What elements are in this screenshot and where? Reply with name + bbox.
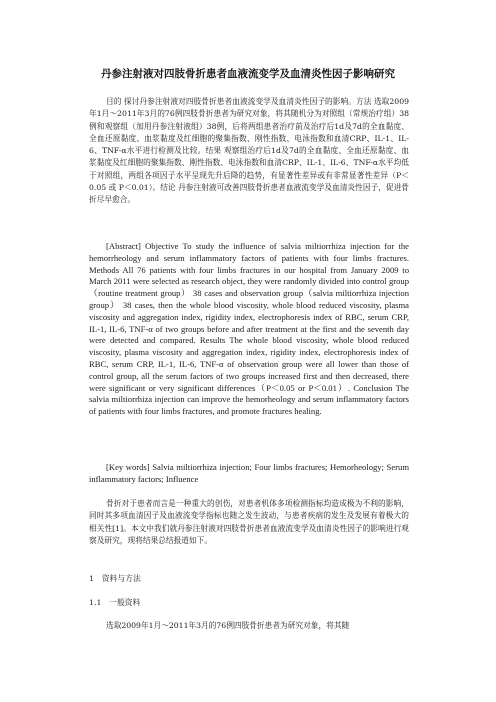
abstract-chinese: 目的 探讨丹参注射液对四肢骨折患者血液流变学及血清炎性因子的影响。方法 选取2009年1月～2011年3月的76例四肢骨折患者为研究对象，将其随机分为对照组（常规治疗组）38例和观察组（加用丹参注射液组）38例，后将两组患者治疗前及治疗后1d及7d的全血黏度、全血还原黏度、血浆黏度及红细胞的聚集指数、刚性指数、电泳指数和血清CRP、IL-1、IL-6、TNF-α水平进行检测及比较。结果 观察组治疗后1d及7d的全血黏度、全血还原黏度、血浆黏度及红细胞的聚集指数、刚性指数、电泳指数和血清CRP、IL-1、IL-6、TNF-α水平均低于对照组，两组各项因子水平呈现先升后降的趋势，有显著性差异或有非常显著性差异（P＜0.05 或 P＜0.01）。结论 丹参注射液可改善四肢骨折患者血液流变学及血清炎性因子，促进骨折尽早愈合。 bbox=[89, 97, 409, 205]
paper-title: 丹参注射液对四肢骨折患者血液流变学及血清炎性因子影响研究 bbox=[101, 68, 395, 80]
keywords-english: [Key words] Salvia miltiorrhiza injection; Four limbs fractures; Hemorheology; Serum inflammatory factors; Influence bbox=[89, 462, 409, 484]
abstract-english: [Abstract] Objective To study the influence of salvia miltiorrhiza injection for the hemorrheology and serum inflammatory factors of patients with four limbs fractures. Methods All 76 patients with four limbs fractures in our hospital from January 2009 to March 2011 were selected as research object, they were randomly divided into control group（routine treatment group） 38 cases and observation group（salvia miltiorrhiza injection group） 38 cases, then the whole blood viscosity, whole blood reduced viscosity, plasma viscosity and aggregation index, rigidity index, electrophoresis index of RBC, serum CRP, IL-1, IL-6, TNF-α of two groups before and after treatment at the first and the seventh day were detected and compared. Results The whole blood viscosity, whole blood reduced viscosity, plasma viscosity and aggregation index, rigidity index, electrophoresis index of RBC, serum CRP, IL-1, IL-6, TNF-α of observation group were all lower than those of control group, all the serum factors of two groups increased first and then decreased, there were significant or very significant differences（P＜0.05 or P＜0.01）. Conclusion The salvia miltiorrhiza injection can improve the hemorheology and serum inflammatory factors of patients with four limbs fractures, and promote fractures healing. bbox=[89, 241, 409, 417]
section-heading-1: 1 资料与方法 bbox=[89, 574, 141, 583]
section-heading-1-1: 1.1 一般资料 bbox=[89, 598, 141, 607]
introduction-paragraph: 骨折对于患者而言是一种重大的创伤，对患者机体多项检测指标均造成极为不利的影响，同时其多项血清因子及血液流变学指标也随之发生波动，与患者疾病的发生及发展有着极大的相关性[1]。本文中我们就丹参注射液对四肢骨折患者血液流变学及血清炎性因子的影响进行观察及研究，现将结果总结报道如下。 bbox=[89, 499, 409, 545]
body-paragraph: 选取2009年1月～2011年3月的76例四肢骨折患者为研究对象，将其随 bbox=[106, 621, 350, 630]
